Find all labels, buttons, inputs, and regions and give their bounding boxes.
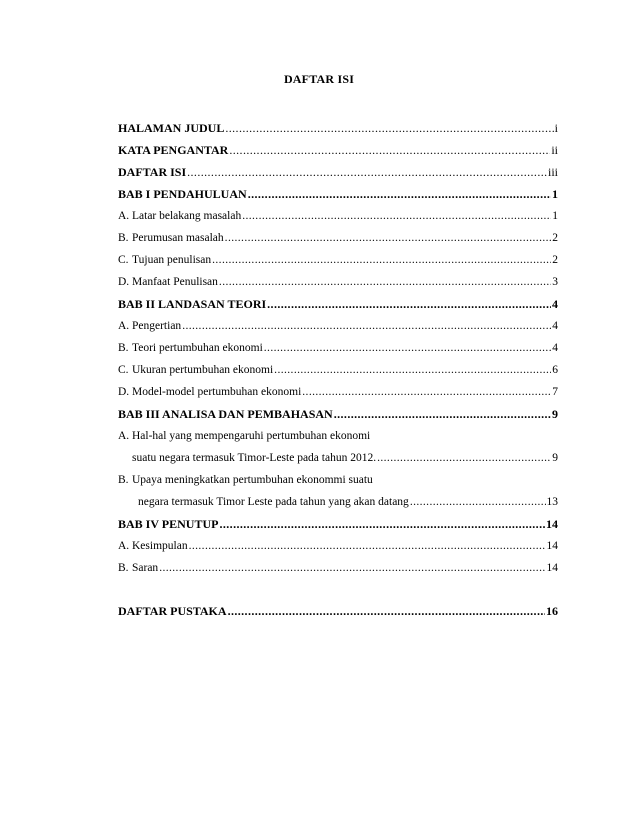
toc-entry-label: KATA PENGANTAR [118,143,229,157]
toc-subentry[interactable] [118,562,558,575]
toc-subentry-text: Pengertian [132,320,182,332]
dot-leader [264,342,551,355]
toc-subentry-text: Manfaat Penulisan [132,276,218,288]
toc-subentry-text: Ukuran pertumbuhan ekonomi [132,364,274,376]
toc-subentry-letter: A. [118,320,130,332]
toc-subentry-text: suatu negara termasuk Timor-Leste pada tahun 2012. [132,452,377,464]
toc-entry-page: 14 [546,517,558,531]
toc-subentry-letter: B. [118,232,129,244]
toc-entry-page: 14 [546,540,558,552]
toc-subentry[interactable] [118,540,558,553]
dot-leader [225,122,553,135]
toc-entry-page: 3 [552,276,558,288]
toc-entry-page: 14 [546,562,558,574]
toc-entry-page: i [554,121,558,135]
dot-leader [410,496,546,509]
toc-entry-bab-4[interactable] [118,518,558,531]
toc-entry-daftar-pustaka[interactable] [118,605,558,618]
toc-subentry-letter: B. [118,562,129,574]
toc-subentry[interactable] [118,254,558,267]
toc-subentry-text: Model-model pertumbuhan ekonomi [132,386,302,398]
toc-entry-label: BAB I PENDAHULUAN [118,187,247,201]
toc-subentry-line-1[interactable] [118,474,558,487]
toc-subentry-text: Saran [132,562,159,574]
dot-leader [228,605,545,618]
toc-subentry-text: Hal-hal yang mempengaruhi pertumbuhan ekonomi [132,430,371,442]
toc-entry-page: 9 [552,452,558,464]
toc-entry-page: 1 [552,210,558,222]
toc-subentry-line-1[interactable] [118,430,558,443]
dot-leader [242,210,551,223]
toc-subentry-letter: D. [118,276,130,288]
dot-leader [377,452,551,465]
toc-entry-page: 4 [552,320,558,332]
toc-entry-halaman-judul[interactable] [118,122,558,135]
dot-leader [182,320,551,333]
dot-leader [267,298,551,311]
toc-subentry-line-2[interactable] [118,452,558,465]
toc-subentry-letter: A. [118,210,130,222]
page-title: DAFTAR ISI [283,72,355,86]
toc-entry-page: 7 [552,386,558,398]
toc-entry-kata-pengantar[interactable] [118,144,558,157]
toc-subentry-letter: D. [118,386,130,398]
toc-entry-page: ii [551,143,558,157]
toc-subentry[interactable] [118,364,558,377]
toc-entry-bab-3[interactable] [118,408,558,421]
table-of-contents [118,122,558,618]
toc-subentry[interactable] [118,386,558,399]
toc-subentry-text: Kesimpulan [132,540,188,552]
dot-leader [159,562,545,575]
dot-leader [219,276,551,289]
toc-subentry-text: Teori pertumbuhan ekonomi [132,342,263,354]
toc-subentry-line-2[interactable] [118,496,558,509]
toc-subentry[interactable] [118,342,558,355]
toc-subentry[interactable] [118,232,558,245]
toc-entry-label: BAB IV PENUTUP [118,517,219,531]
toc-subentry-letter: A. [118,540,130,552]
toc-subentry-text: negara termasuk Timor Leste pada tahun yang akan datang [138,496,409,508]
toc-entry-page: 2 [552,232,558,244]
dot-leader [225,232,552,245]
toc-entry-page: 6 [552,364,558,376]
dot-leader [248,188,551,201]
toc-subentry-letter: B. [118,342,129,354]
toc-subentry-letter: C. [118,364,129,376]
toc-entry-page: 4 [552,342,558,354]
toc-entry-page: iii [547,165,558,179]
toc-subentry-letter: B. [118,474,129,486]
toc-entry-label: DAFTAR PUSTAKA [118,604,227,618]
toc-entry-page: 1 [552,187,558,201]
toc-entry-label: HALAMAN JUDUL [118,121,225,135]
toc-entry-page: 16 [546,604,558,618]
toc-subentry[interactable] [118,276,558,289]
toc-subentry[interactable] [118,320,558,333]
toc-entry-label: BAB III ANALISA DAN PEMBAHASAN [118,407,333,421]
dot-leader [274,364,551,377]
toc-entry-bab-2[interactable] [118,298,558,311]
toc-entry-bab-1[interactable] [118,188,558,201]
dot-leader [229,144,550,157]
toc-entry-page: 2 [552,254,558,266]
dot-leader [302,386,551,399]
toc-entry-page: 9 [552,407,558,421]
dot-leader [334,408,551,421]
toc-entry-page: 13 [546,496,558,508]
toc-entry-label: DAFTAR ISI [118,165,187,179]
toc-subentry-text: Upaya meningkatkan pertumbuhan ekonommi suatu [132,474,373,486]
toc-entry-label: BAB II LANDASAN TEORI [118,297,267,311]
toc-entry-daftar-isi[interactable] [118,166,558,179]
dot-leader [219,518,545,531]
toc-subentry-text: Perumusan masalah [132,232,224,244]
toc-subentry-letter: A. [118,430,130,442]
toc-entry-page: 4 [552,297,558,311]
dot-leader [189,540,546,553]
toc-subentry-text: Tujuan penulisan [132,254,212,266]
dot-leader [187,166,547,179]
dot-leader [212,254,551,267]
toc-subentry[interactable] [118,210,558,223]
toc-subentry-text: Latar belakang masalah [132,210,242,222]
toc-subentry-letter: C. [118,254,129,266]
